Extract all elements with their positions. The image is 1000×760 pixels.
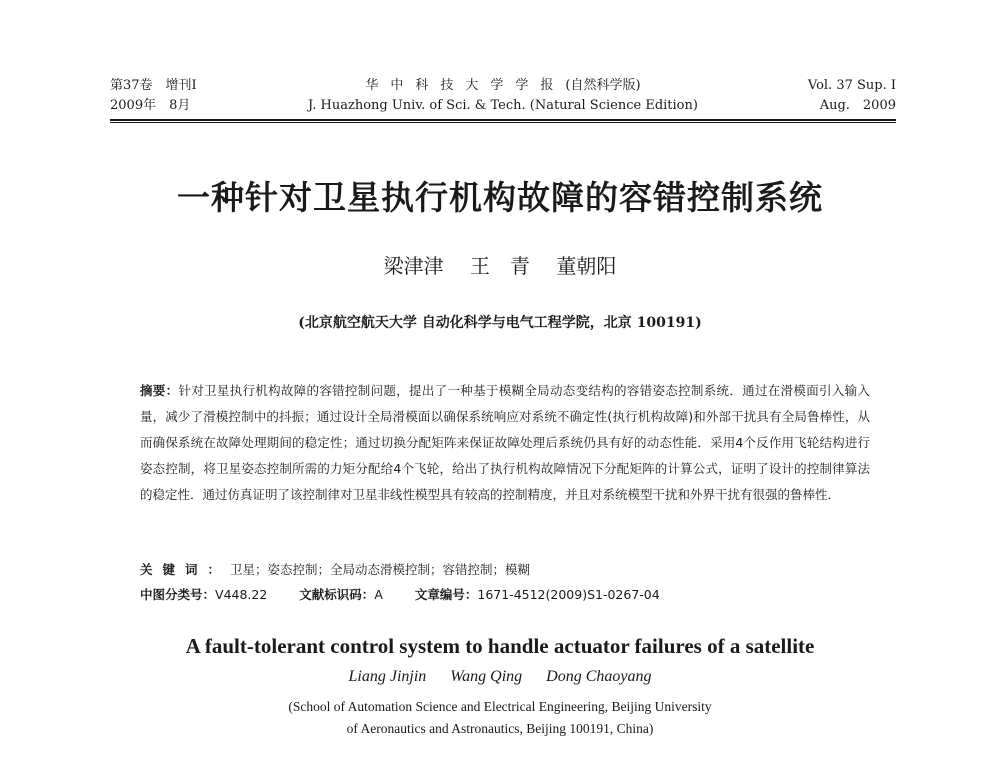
keywords (140, 560, 870, 578)
author-en: Dong Chaoyang (546, 668, 652, 685)
keywords-text: 卫星；姿态控制；全局动态滑模控制；容错控制；模糊 (230, 562, 531, 577)
affiliation-cn: (北京航空航天大学 自动化科学与电气工程学院，北京 100191) (298, 315, 702, 331)
authors-cn (0, 250, 1000, 279)
clc-value: V448.22 (215, 587, 268, 602)
author-en: Wang Qing (450, 668, 523, 685)
journal-name-cn-suffix: (自然科学版) (565, 78, 641, 93)
abstract-label: 摘要： (140, 383, 179, 398)
journal-name (110, 76, 896, 116)
author-cn: 王 青 (470, 254, 530, 278)
header-rule (110, 119, 896, 121)
paper-title-en: A fault-tolerant control system to handle actuator failures of a satellite (185, 634, 815, 658)
issue-date: 2009年 8月 (110, 98, 191, 113)
affiliation-en-line: (School of Automation Science and Electrical Engineering, Beijing University (288, 699, 712, 714)
article-number-value: 1671-4512(2009)S1-0267-04 (477, 587, 660, 602)
authors-en (0, 668, 1000, 686)
author-cn: 董朝阳 (556, 254, 617, 278)
author-en: Liang Jinjin (348, 668, 427, 685)
abstract-text: 针对卫星执行机构故障的容错控制问题，提出了一种基于模糊全局动态变结构的容错姿态控制系统．通过在滑模面引入输入量，减少了滑模控制中的抖振；通过设计全局滑模面以确保系统响应对系统不确定性(执行机构故障)和外部干扰具有全局鲁棒性，从而确保系统在故障处理期间的稳定性；通过切换分配矩阵来保证故障处理后系统仍具有好的动态性能．采用4个反作用飞轮结构进行姿态控制，将卫星姿态控制所需的力矩分配给4个飞轮，给出了执行机构故障情况下分配矩阵的计算公式，证明了设计的控制律算法的稳定性．通过仿真证明了该控制律对卫星非线性模型具有较高的控制精度，并且对系统模型干扰和外界干扰有很强的鲁棒性． (140, 383, 870, 502)
volume-en: Vol. 37 Sup. Ⅰ (807, 78, 896, 93)
paper-title-cn: 一种针对卫星执行机构故障的容错控制系统 (177, 178, 823, 217)
volume-issue: 第37卷 增刊Ⅰ (110, 78, 197, 93)
affiliation-en-line: of Aeronautics and Astronautics, Beijing 100191, China) (346, 721, 654, 736)
article-number-label: 文章编号： (414, 587, 478, 602)
journal-name-en: J. Huazhong Univ. of Sci. & Tech. (Natural Science Edition) (308, 98, 698, 113)
volume-info-en (808, 76, 896, 116)
keywords-label: 关键词： (140, 562, 231, 577)
journal-name-cn: 华中科技大学学报 (365, 78, 566, 93)
doc-code-label: 文献标识码： (299, 587, 375, 602)
author-cn: 梁津津 (383, 254, 444, 278)
journal-header (110, 76, 896, 120)
clc-label: 中图分类号： (140, 587, 216, 602)
classification-line (140, 585, 870, 603)
affiliation-en (0, 696, 1000, 740)
date-en: Aug. 2009 (819, 98, 896, 113)
header-rule-thin (110, 122, 896, 123)
doc-code-value: A (374, 587, 383, 602)
abstract (140, 378, 870, 508)
